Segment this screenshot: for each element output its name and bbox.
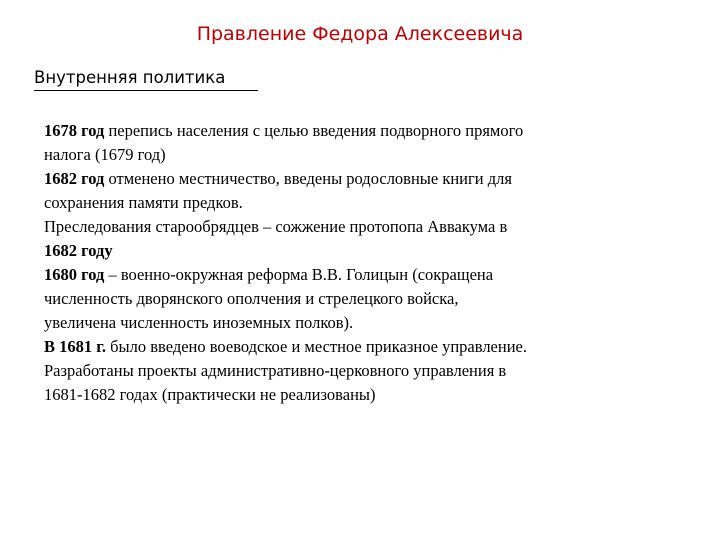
text-line	[44, 335, 684, 359]
line-text: перепись населения с целью введения подворного прямого	[104, 121, 524, 140]
line-text: численность дворянского ополчения и стрелецкого войска,	[44, 289, 459, 308]
text-line	[44, 143, 684, 167]
text-line	[44, 215, 684, 239]
text-line	[44, 287, 684, 311]
section-heading: Внутренняя политика	[34, 67, 258, 91]
year-label: 1682 году	[44, 241, 113, 260]
line-text: налога (1679 год)	[44, 145, 166, 164]
year-label: 1682 год	[44, 169, 105, 188]
line-text: увеличена численность иноземных полков).	[44, 313, 354, 332]
text-line	[44, 311, 684, 335]
text-line	[44, 191, 684, 215]
line-text: было введено воеводское и местное приказное управление.	[106, 337, 527, 356]
line-text: Разработаны проекты административно-церковного управления в	[44, 361, 507, 380]
page-title: Правление Федора Алексеевича	[196, 23, 524, 45]
year-label: 1678 год	[44, 121, 105, 140]
year-label: 1680 год	[44, 265, 105, 284]
text-line	[44, 263, 684, 287]
text-line	[44, 383, 684, 407]
line-text: 1681-1682 годах (практически не реализованы)	[44, 385, 376, 404]
line-text: – военно-окружная реформа В.В. Голицын (сокращена	[104, 265, 494, 284]
text-line	[44, 359, 684, 383]
text-line	[44, 167, 684, 191]
policy-text	[44, 119, 684, 407]
line-text: отменено местничество, введены родословные книги для	[104, 169, 512, 188]
year-label: В 1681 г.	[44, 337, 107, 356]
line-text: Преследования старообрядцев – сожжение протопопа Аввакума в	[44, 217, 508, 236]
text-line	[44, 239, 684, 263]
text-line	[44, 119, 684, 143]
line-text: сохранения памяти предков.	[44, 193, 243, 212]
